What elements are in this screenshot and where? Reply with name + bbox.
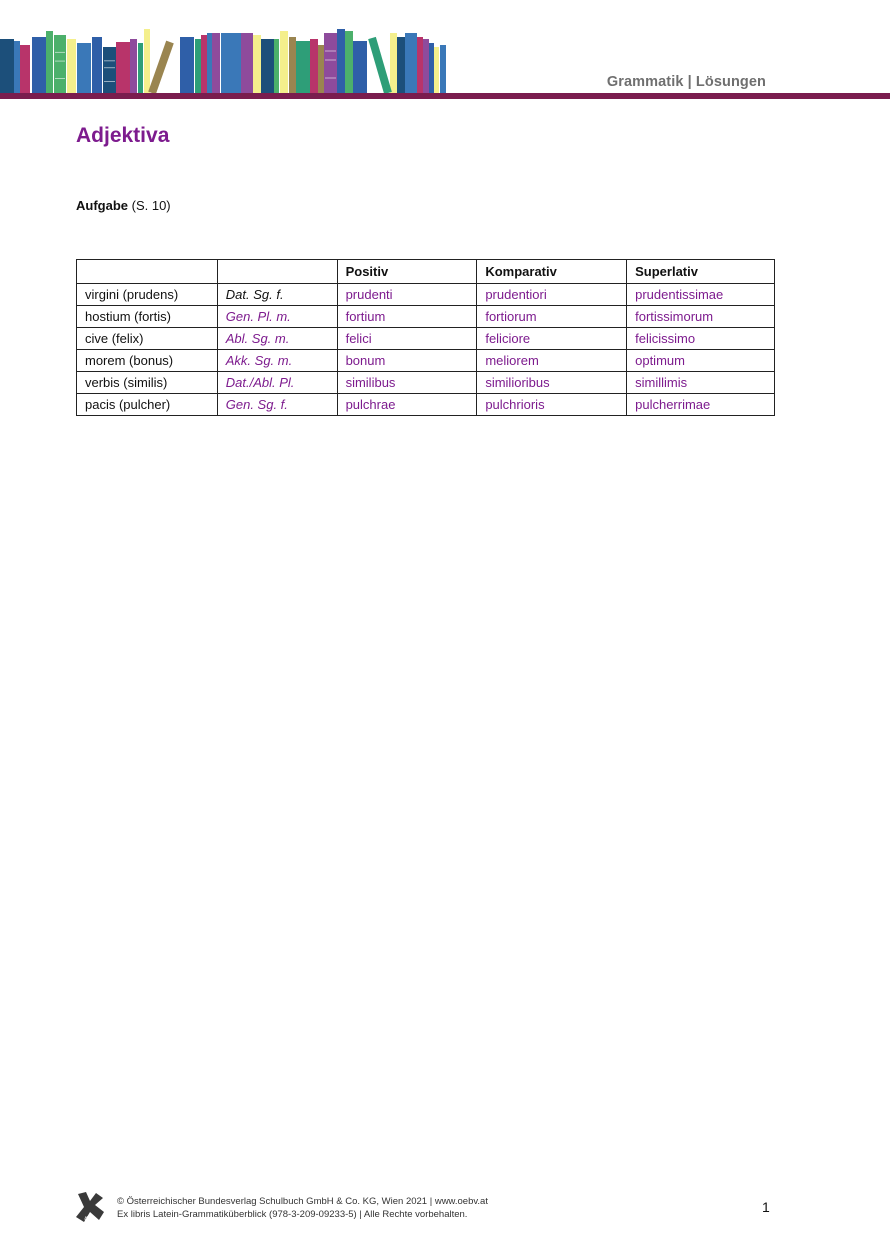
book-spine — [353, 41, 367, 93]
header-bar — [0, 93, 890, 99]
cell-word: cive (felix) — [77, 328, 218, 350]
cell-komparativ: fortiorum — [477, 306, 627, 328]
table-row — [77, 394, 775, 416]
table-header-row — [77, 260, 775, 284]
cell-form: Gen. Sg. f. — [217, 394, 337, 416]
cell-superlativ: optimum — [627, 350, 775, 372]
cell-word: verbis (similis) — [77, 372, 218, 394]
book-spine — [345, 31, 353, 93]
footer-line-2: Ex libris Latein-Grammatiküberblick (978-3-209-09233-5) | Alle Rechte vorbehalten. — [117, 1209, 468, 1220]
cell-superlativ: pulcherrimae — [627, 394, 775, 416]
book-spine — [77, 43, 91, 93]
cell-word: virgini (prudens) — [77, 284, 218, 306]
cell-superlativ: simillimis — [627, 372, 775, 394]
book-spine — [397, 37, 405, 93]
header-form — [217, 260, 337, 284]
header-word — [77, 260, 218, 284]
book-spine — [54, 35, 66, 93]
book-spine — [280, 31, 288, 93]
book-spine — [221, 33, 241, 93]
page-header — [0, 0, 890, 102]
book-spine — [429, 43, 434, 93]
table-body — [77, 284, 775, 416]
cell-positiv: fortium — [337, 306, 477, 328]
book-spine — [289, 37, 296, 93]
book-spine — [390, 33, 397, 93]
book-spine — [20, 45, 30, 93]
cell-word: hostium (fortis) — [77, 306, 218, 328]
book-spine — [103, 47, 116, 93]
adjective-table — [76, 259, 775, 416]
page-title: Adjektiva — [76, 124, 170, 147]
task-label-reference: (S. 10) — [128, 198, 171, 213]
table-row — [77, 328, 775, 350]
book-spine — [46, 31, 53, 93]
table-row — [77, 306, 775, 328]
table-row — [77, 372, 775, 394]
book-spine — [310, 39, 318, 93]
logo-text: öbv — [84, 1216, 96, 1223]
cell-word: pacis (pulcher) — [77, 394, 218, 416]
book-spine — [138, 43, 143, 93]
book-spine — [180, 37, 194, 93]
book-spine — [337, 29, 345, 93]
book-spine — [241, 33, 253, 93]
book-spine — [212, 33, 220, 93]
cell-komparativ: similioribus — [477, 372, 627, 394]
book-spine — [440, 45, 446, 93]
book-spine — [32, 37, 46, 93]
table-row — [77, 284, 775, 306]
cell-form: Abl. Sg. m. — [217, 328, 337, 350]
book-spine — [201, 35, 207, 93]
book-spine — [0, 39, 14, 93]
section-title: Grammatik | Lösungen — [606, 74, 766, 90]
task-label-bold: Aufgabe — [76, 198, 128, 213]
footer-copyright — [117, 1195, 488, 1221]
book-spine — [144, 29, 150, 93]
book-spine — [423, 39, 429, 93]
cell-superlativ: prudentissimae — [627, 284, 775, 306]
header-superlativ: Superlativ — [627, 260, 775, 284]
cell-komparativ: feliciore — [477, 328, 627, 350]
oebv-logo — [74, 1190, 106, 1224]
cell-positiv: pulchrae — [337, 394, 477, 416]
book-spine — [116, 42, 130, 93]
book-spine — [296, 41, 310, 93]
book-spine — [417, 37, 423, 93]
cell-word: morem (bonus) — [77, 350, 218, 372]
cell-positiv: felici — [337, 328, 477, 350]
cell-positiv: prudenti — [337, 284, 477, 306]
footer-line-1: © Österreichischer Bundesverlag Schulbuch GmbH & Co. KG, Wien 2021 | www.oebv.at — [117, 1196, 488, 1207]
task-label — [76, 198, 171, 213]
books-header-illustration — [0, 0, 460, 96]
cell-form: Gen. Pl. m. — [217, 306, 337, 328]
cell-superlativ: fortissimorum — [627, 306, 775, 328]
table-row — [77, 350, 775, 372]
cell-superlativ: felicissimo — [627, 328, 775, 350]
cell-positiv: similibus — [337, 372, 477, 394]
cell-form: Akk. Sg. m. — [217, 350, 337, 372]
header-positiv: Positiv — [337, 260, 477, 284]
page-number: 1 — [762, 1199, 770, 1215]
header-komparativ: Komparativ — [477, 260, 627, 284]
cell-positiv: bonum — [337, 350, 477, 372]
leaning-book — [372, 38, 388, 93]
cell-komparativ: meliorem — [477, 350, 627, 372]
book-spine — [67, 39, 76, 93]
book-spine — [324, 33, 337, 93]
book-spine — [92, 37, 102, 93]
book-spine — [14, 41, 20, 93]
book-spine — [261, 39, 274, 93]
book-spine — [434, 47, 439, 93]
book-spine — [207, 33, 212, 93]
cell-form: Dat./Abl. Pl. — [217, 372, 337, 394]
book-spine — [405, 33, 417, 93]
book-spine — [274, 39, 279, 93]
cell-komparativ: pulchrioris — [477, 394, 627, 416]
book-spine — [130, 39, 137, 93]
book-spine — [195, 39, 201, 93]
leaning-book — [152, 42, 170, 93]
book-spine — [253, 35, 261, 93]
cell-komparativ: prudentiori — [477, 284, 627, 306]
cell-form: Dat. Sg. f. — [217, 284, 337, 306]
book-spine — [318, 45, 324, 93]
